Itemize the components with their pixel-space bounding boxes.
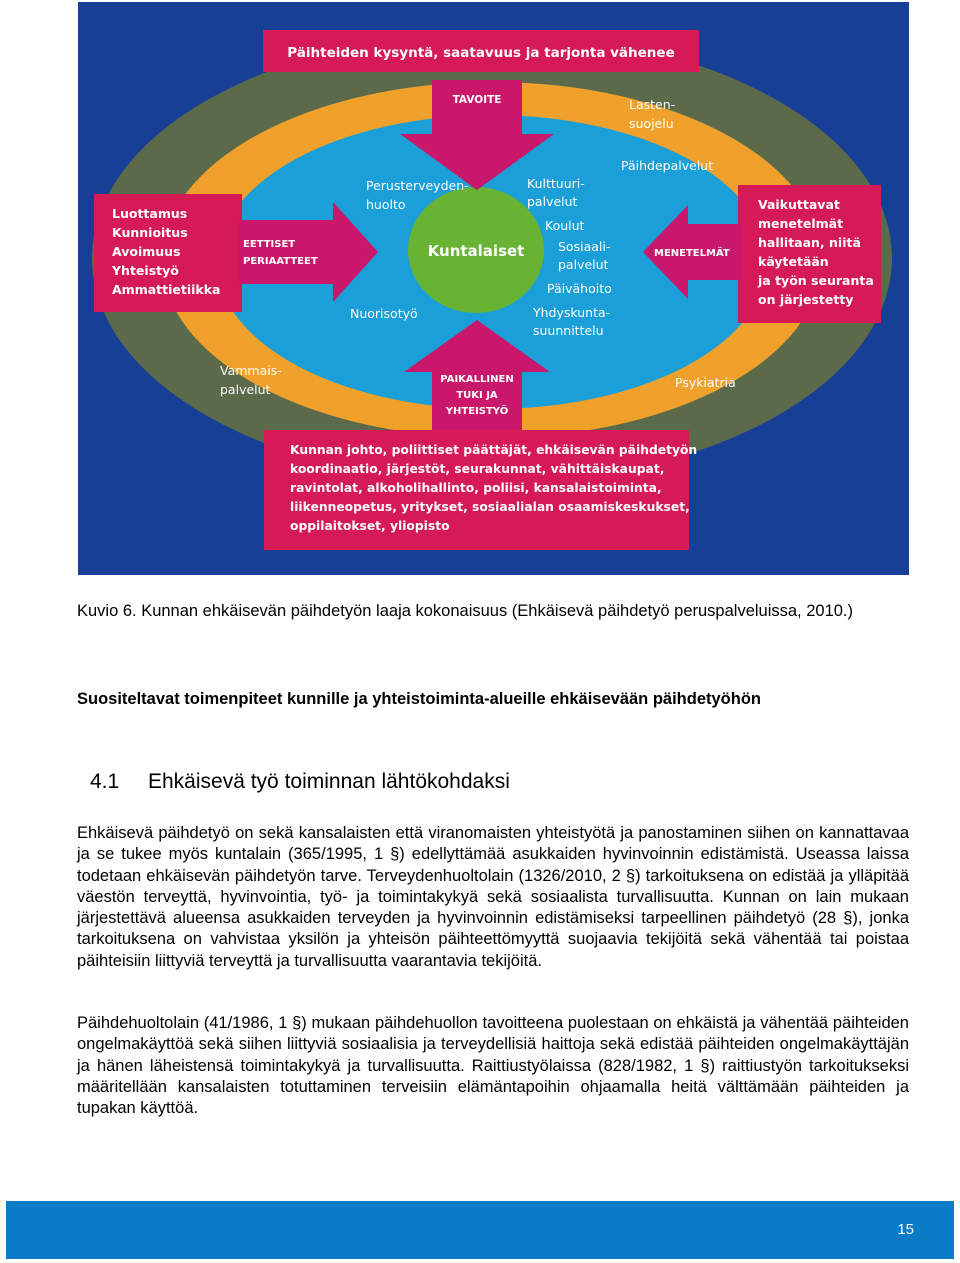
- inner-label-sosiaalipalvelut: palvelut: [558, 257, 609, 272]
- recommendations-heading: Suositeltavat toimenpiteet kunnille ja yhteistoiminta-alueille ehkäisevään päihdetyöhön: [77, 690, 762, 708]
- figure-caption: Kuvio 6. Kunnan ehkäisevän päihdetyön laaja kokonaisuus (Ehkäisevä päihdetyö peruspalveluissa, 2010.): [77, 602, 854, 620]
- inner-label-nuorisotyo: Nuorisotyö: [350, 306, 418, 321]
- page-number: 15: [897, 1221, 914, 1238]
- arrow-bottom-label: PAIKALLINEN: [440, 374, 514, 385]
- arrow-right-label: MENETELMÄT: [654, 248, 730, 259]
- section-number: 4.1: [90, 770, 120, 793]
- left-box-line: Kunnioitus: [112, 225, 188, 240]
- left-box-line: Yhteistyö: [112, 263, 179, 278]
- section-title-text: Ehkäisevä työ toiminnan lähtökohdaksi: [148, 770, 510, 793]
- prevention-diagram: [78, 2, 909, 575]
- inner-label-kulttuuripalvelut: Kulttuuri-: [527, 176, 585, 191]
- body-paragraph: Päihdehuoltolain (41/1986, 1 §) mukaan päihdehuollon tavoitteena puolestaan on ehkäistä ja vähentää päihteiden ongelmakäyttöä sekä siihen liittyviä sosiaalisia ja terveydellisiä haittoja sekä edistää päihteiden ongelmakäyttäjän ja hänen läheistensä toimintakykyä ja turvallisuutta. Raittiustyölaissa (828/1982, 1 §) raittiustyön tarkoitukseksi määritellään kansalaisten totuttaminen terveisiin elämäntapoihin ohjaamalla heitä välttämään päihteiden ja tupakan käyttöä.: [77, 1014, 909, 1118]
- page-footer: [6, 1201, 954, 1259]
- left-box-line: Luottamus: [112, 206, 188, 221]
- center-label: Kuntalaiset: [427, 242, 525, 260]
- outer-label-vammaispalvelut: Vammais-: [220, 363, 282, 378]
- right-box-line: menetelmät: [758, 216, 844, 231]
- left-box-line: Avoimuus: [112, 244, 181, 259]
- inner-label-yhdyskuntasuunnittelu: suunnittelu: [533, 323, 604, 338]
- inner-label-koulut: Koulut: [545, 218, 585, 233]
- inner-label-paivahoito: Päivähoito: [547, 281, 612, 296]
- bottom-box-line: oppilaitokset, yliopisto: [290, 519, 450, 533]
- right-box-line: Vaikuttavat: [758, 197, 840, 212]
- inner-label-yhdyskuntasuunnittelu: Yhdyskunta-: [533, 305, 611, 320]
- arrow-left-label: EETTISET: [243, 239, 296, 250]
- bottom-box-line: liikenneopetus, yritykset, sosiaalialan osaamiskeskukset,: [290, 500, 690, 514]
- arrow-left-label: PERIAATTEET: [243, 256, 318, 267]
- body-paragraph: Ehkäisevä päihdetyö on sekä kansalaisten että viranomaisten yhteistyötä ja panostaminen siihen on kannattavaa ja se tukee myös kuntalain (365/1995, 1 §) edellyttämää asukkaiden hyvinvoinnin edistämistä. Useassa laissa todetaan ehkäisevän päihdetyön tarve. Terveydenhuoltolain (1326/2010, 2 §) tarkoituksena on edistää ja ylläpitää väestön terveyttä, hyvinvointia, työ- ja toimintakykyä sekä sosiaalista turvallisuutta. Kunnan on lain mukaan järjestettävä alueensa asukkaiden terveyden ja hyvinvoinnin edistämiseksi tarpeellinen päihdetyö (28 §), jonka tarkoituksena on vahvistaa yksilön ja yhteisön päihteettömyyttä suojaavia tekijöitä sekä vähentää tai poistaa päihteisiin liittyviä terveyttä ja turvallisuutta vaarantavia tekijöitä.: [77, 824, 909, 970]
- left-box-line: Ammattietiikka: [112, 282, 221, 297]
- right-box-line: käytetään: [758, 254, 829, 269]
- bottom-box-line: koordinaatio, järjestöt, seurakunnat, vähittäiskaupat,: [290, 462, 665, 476]
- inner-label-sosiaalipalvelut: Sosiaali-: [558, 239, 611, 254]
- arrow-top-label: TAVOITE: [452, 94, 502, 106]
- arrow-bottom-label: YHTEISTYÖ: [445, 406, 509, 417]
- arrow-bottom-label: TUKI JA: [456, 390, 498, 401]
- bottom-box-line: ravintolat, alkoholihallinto, poliisi, kansalaistoiminta,: [290, 481, 662, 495]
- right-box-line: ja työn seuranta: [758, 273, 874, 288]
- outer-label-lastensuojelu: Lasten-: [629, 97, 676, 112]
- inner-label-kulttuuripalvelut: palvelut: [527, 194, 578, 209]
- bottom-box-line: Kunnan johto, poliittiset päättäjät, ehkäisevän päihdetyön: [290, 443, 698, 457]
- outer-label-lastensuojelu: suojelu: [629, 116, 674, 131]
- orange-label-paihdepalvelut: Päihdepalvelut: [621, 158, 714, 173]
- right-box-line: hallitaan, niitä: [758, 235, 861, 250]
- right-box-line: on järjestetty: [758, 292, 854, 307]
- inner-label-perusterveydenhuolto: huolto: [366, 197, 406, 212]
- outer-label-psykiatria: Psykiatria: [675, 375, 736, 390]
- top-goal-text: Päihteiden kysyntä, saatavuus ja tarjonta vähenee: [287, 45, 675, 61]
- inner-label-perusterveydenhuolto: Perusterveyden-: [366, 178, 469, 193]
- outer-label-vammaispalvelut: palvelut: [220, 382, 271, 397]
- section-heading: [90, 770, 510, 794]
